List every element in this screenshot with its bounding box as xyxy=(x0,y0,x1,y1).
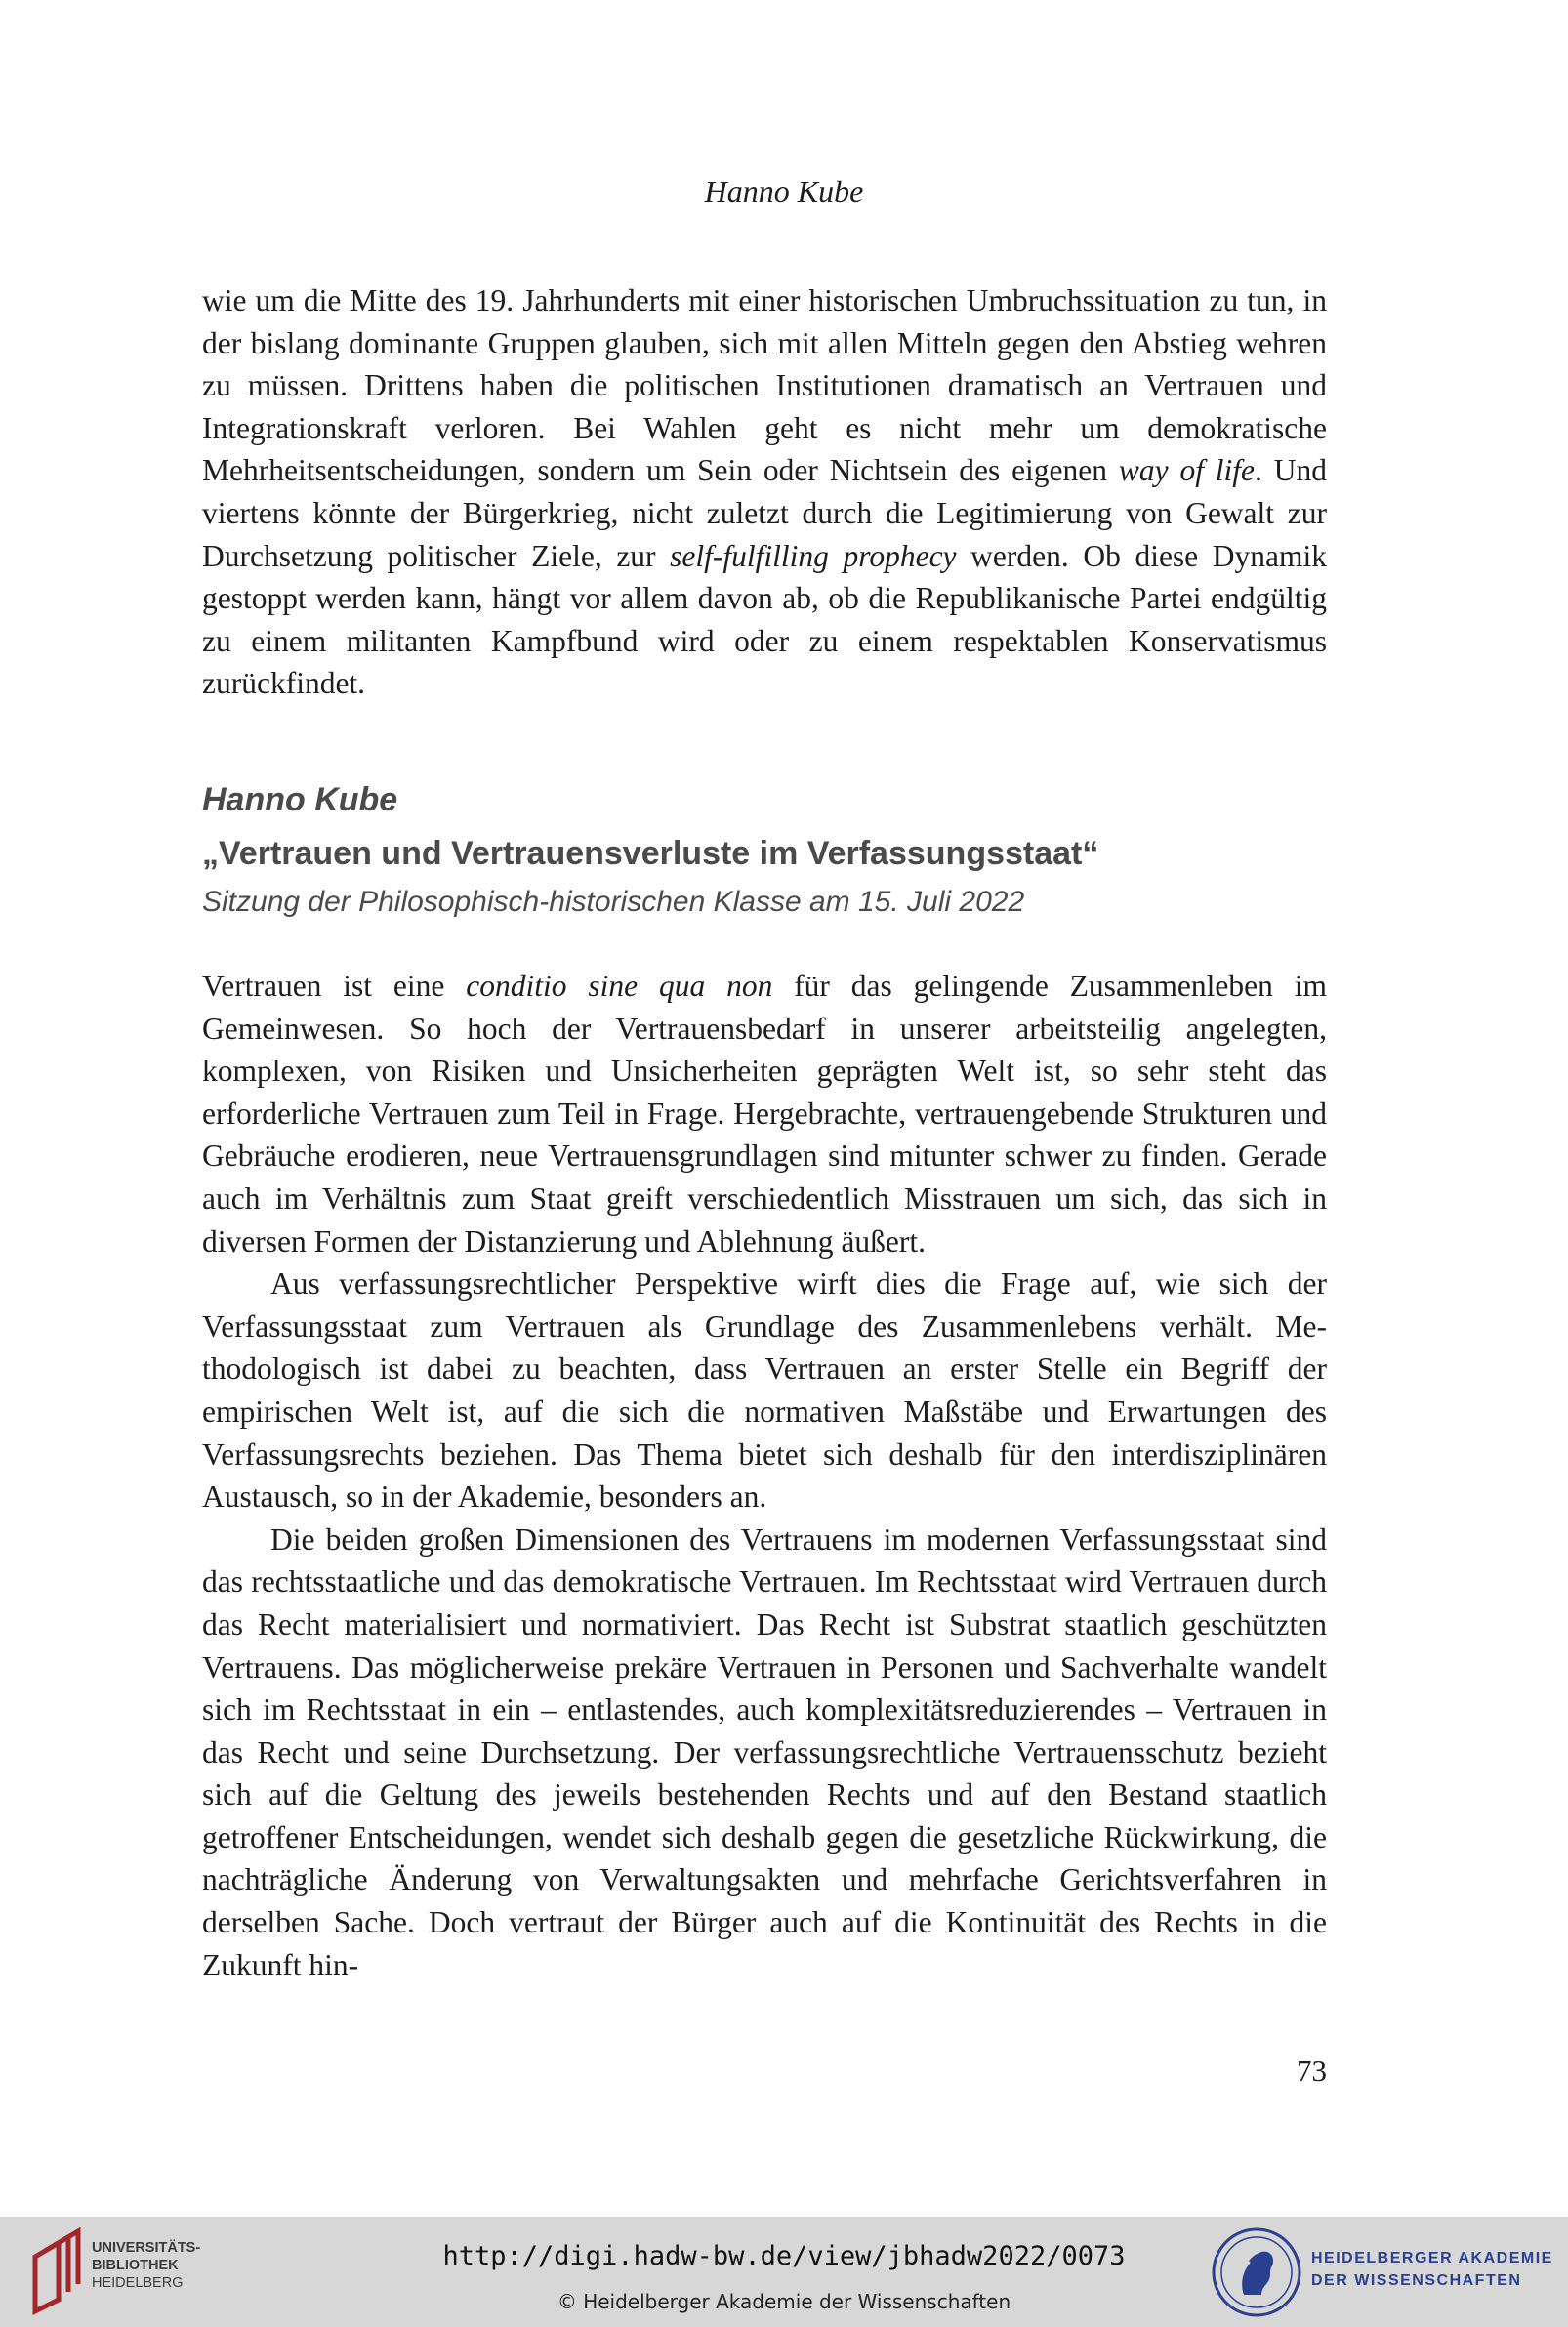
text-run: wie um die Mitte des 19. Jahrhunderts mit einer historischen Umbruchssituation zu tun, in der bislang dominante Gruppen glauben, sich mit allen Mitteln gegen den Abstieg wehren zu müssen. Drittens haben die politischen Institutionen dramatisch an Vertrauen und Integrationskraft verloren. Bei Wahlen geht es nicht mehr um demokratische Mehrheitsentscheidungen, sondern um Sein oder Nichtsein des eigenen xyxy=(202,283,1327,488)
library-name-line-1: UNIVERSITÄTS- xyxy=(92,2240,201,2256)
section-subtitle-text: Sitzung der Philosophisch-historischen Klasse am 15. Juli 2022 xyxy=(202,886,1025,918)
body-paragraph-1 xyxy=(202,965,1327,1263)
text-run: werden. Ob diese Dynamik gestoppt werden kann, hängt vor allem davon ab, ob die Republikanische Partei endgültig zu einem militanten Kampfbund wird oder zu einem respektablen Konservatismus zurückfindet. xyxy=(202,538,1328,701)
academy-seal-icon xyxy=(1211,2226,1302,2318)
text-run: für das gelingende Zusammenleben im Gemeinwesen. So hoch der Vertrauensbedarf in unserer arbeitsteilig angelegten, komplexen, von Risiken und Unsicherheiten geprägten Welt ist, so sehr steht das erforderliche Vertrauen zum Teil in Frage. Hergebrachte, vertrauengebende Strukturen und Gebräuche erodieren, neue Vertrauensgrundlagen sind mitunter schwer zu finden. Gerade auch im Verhältnis zum Staat greift verschiedentlich Misstrauen um sich, das sich in diversen Formen der Distanzierung und Ablehnung äußert. xyxy=(202,969,1327,1259)
academy-name-line-1: HEIDELBERGER AKADEMIE xyxy=(1311,2250,1553,2266)
academy-name xyxy=(1311,2247,1553,2292)
library-name-line-2: BIBLIOTHEK xyxy=(92,2258,179,2273)
body-paragraph-2 xyxy=(202,1263,1327,1518)
library-name-line-3: HEIDELBERG xyxy=(92,2275,184,2291)
text-run: Die beiden großen Dimensionen des Vertrauens im modernen Verfassungsstaat sind das rechtsstaatliche und das demokratische Vertrauen. Im Rechtsstaat wird Vertrauen durch das Recht materialisiert und normativiert. Das Recht ist Substrat staatlich geschützten Vertrauens. Das möglicherweise prekäre Vertrauen in Personen und Sachverhalte wandelt sich im Rechtsstaat in ein – entlastendes, auch komplexitätsreduzierendes – Vertrauen in das Recht und seine Durchsetzung. Der verfassungsrechtliche Vertrauensschutz bezieht sich auf die Geltung des jeweils bestehenden Rechts und auf den Bestand staatlich getroffener Entscheidungen, wendet sich deshalb gegen die gesetzliche Rückwirkung, die nachträgliche Änderung von Verwaltungsakten und mehrfache Gerichtsverfahren in derselben Sache. Doch vertraut der Bürger auch auf die Kontinuität des Rechts in die Zukunft hin- xyxy=(202,1521,1327,1982)
copyright-notice: © Heidelberger Akademie der Wissenschaften xyxy=(557,2290,1011,2313)
italic-phrase: conditio sine qua non xyxy=(466,969,773,1003)
previous-paragraph xyxy=(202,279,1327,705)
section-author xyxy=(202,781,1327,819)
section-title-text: „Vertrauen und Vertrauensverluste im Verfassungsstaat“ xyxy=(202,835,1099,872)
text-run: Vertrauen ist eine xyxy=(202,969,467,1003)
section-title xyxy=(202,835,1327,873)
italic-phrase: self-fulfilling prophecy xyxy=(670,538,957,573)
academy-name-line-2: DER WISSENSCHAFTEN xyxy=(1311,2272,1522,2289)
section-author-text: Hanno Kube xyxy=(202,781,398,818)
section-subtitle xyxy=(202,886,1327,919)
italic-phrase: way of life xyxy=(1118,453,1256,488)
text-run: Aus verfassungsrechtlicher Perspektive wirft dies die Frage auf, wie sich der Verfassungsstaat zum Vertrauen als Grundlage des Zusammenlebens verhält. Methodologisch ist dabei zu beachten, dass Vertrauen an erster Stelle ein Begriff der empirischen Welt ist, auf die sich die normativen Maßstäbe und Erwartungen des Verfassungsrechts beziehen. Das Thema bietet sich deshalb für den interdisziplinären Austausch, so in der Akademie, besonders an. xyxy=(202,1267,1327,1515)
page-number: 73 xyxy=(1297,2054,1327,2088)
permalink-url[interactable]: http://digi.hadw-bw.de/view/jbhadw2022/0073 xyxy=(442,2241,1126,2271)
text-run: . Und viertens könnte der Bürgerkrieg, nicht zuletzt durch die Legitimierung von Gewalt zur Durchsetzung politischer Ziele, zur xyxy=(202,453,1328,573)
section-body xyxy=(202,965,1327,1986)
previous-paragraph-block xyxy=(202,279,1327,705)
body-paragraph-3 xyxy=(202,1518,1327,1987)
running-head: Hanno Kube xyxy=(704,174,864,209)
